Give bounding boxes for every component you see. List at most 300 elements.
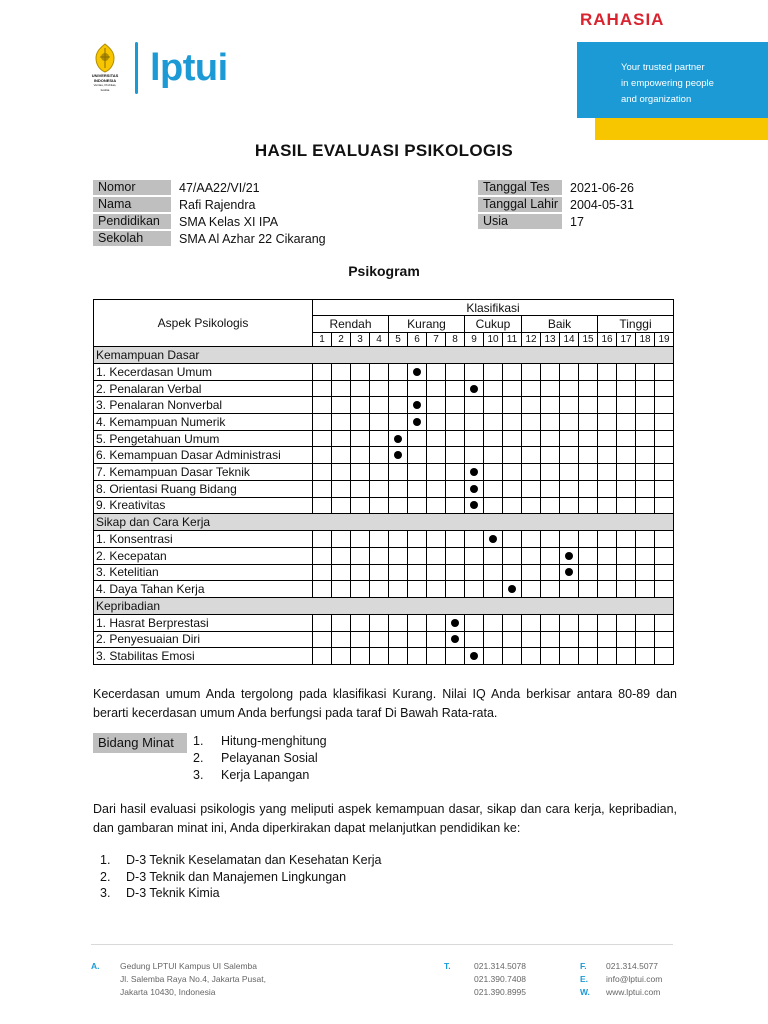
score-cell xyxy=(522,547,541,564)
tagline-line-1: Your trusted partner xyxy=(621,62,705,73)
group-header: Tinggi xyxy=(598,316,674,333)
score-cell xyxy=(598,447,617,464)
fax-key: F. xyxy=(580,961,587,971)
score-cell xyxy=(522,497,541,514)
phone-number: 021.390.8995 xyxy=(474,987,526,997)
score-cell xyxy=(560,631,579,648)
score-cell xyxy=(389,414,408,431)
score-cell xyxy=(636,464,655,481)
score-cell xyxy=(427,430,446,447)
score-cell xyxy=(484,480,503,497)
score-cell xyxy=(522,430,541,447)
score-cell xyxy=(560,397,579,414)
score-cell xyxy=(522,380,541,397)
score-cell xyxy=(446,364,465,381)
list-number: 2. xyxy=(193,751,204,765)
score-cell xyxy=(636,364,655,381)
score-cell xyxy=(598,614,617,631)
score-cell xyxy=(446,480,465,497)
table-row xyxy=(94,564,674,581)
table-row xyxy=(94,464,674,481)
address-key: A. xyxy=(91,961,100,971)
score-cell xyxy=(465,447,484,464)
score-cell xyxy=(313,631,332,648)
aspect-label: 4. Kemampuan Numerik xyxy=(94,414,313,431)
score-cell xyxy=(617,364,636,381)
score-cell xyxy=(579,531,598,548)
score-cell xyxy=(351,648,370,665)
score-cell xyxy=(484,547,503,564)
scale-number: 7 xyxy=(427,333,446,347)
bidang-minat-list xyxy=(193,733,327,784)
score-cell xyxy=(541,380,560,397)
score-cell xyxy=(484,648,503,665)
score-cell xyxy=(503,464,522,481)
score-cell xyxy=(332,447,351,464)
table-row xyxy=(94,648,674,665)
score-cell xyxy=(560,648,579,665)
score-cell xyxy=(332,430,351,447)
score-cell xyxy=(655,581,674,598)
score-cell xyxy=(579,497,598,514)
seal-text-2: INDONESIA xyxy=(93,77,117,83)
score-cell xyxy=(579,430,598,447)
score-cell xyxy=(503,430,522,447)
score-cell xyxy=(598,564,617,581)
aspect-label: 3. Stabilitas Emosi xyxy=(94,648,313,665)
score-cell xyxy=(332,581,351,598)
list-text: D-3 Teknik dan Manajemen Lingkungan xyxy=(126,869,347,884)
score-cell xyxy=(541,480,560,497)
score-cell xyxy=(560,531,579,548)
score-cell xyxy=(313,364,332,381)
list-item xyxy=(193,767,327,784)
aspect-label: 8. Orientasi Ruang Bidang xyxy=(94,480,313,497)
score-cell xyxy=(427,364,446,381)
score-cell xyxy=(465,430,484,447)
score-cell xyxy=(503,380,522,397)
score-cell xyxy=(484,464,503,481)
scale-number: 5 xyxy=(389,333,408,347)
tagline-line-2: in empowering people xyxy=(621,78,714,89)
email-key: E. xyxy=(580,974,589,984)
score-cell xyxy=(370,547,389,564)
score-cell xyxy=(579,397,598,414)
score-cell xyxy=(332,480,351,497)
identity-value: 2021-06-26 xyxy=(570,180,634,195)
score-cell xyxy=(560,614,579,631)
score-cell xyxy=(484,564,503,581)
score-cell xyxy=(389,464,408,481)
category-label: Kemampuan Dasar xyxy=(94,347,674,364)
score-cell xyxy=(579,631,598,648)
score-cell xyxy=(332,497,351,514)
scale-number: 13 xyxy=(541,333,560,347)
score-cell xyxy=(617,581,636,598)
score-cell xyxy=(560,414,579,431)
score-cell xyxy=(427,648,446,665)
score-cell xyxy=(522,447,541,464)
score-cell xyxy=(579,447,598,464)
score-cell xyxy=(465,397,484,414)
identity-row xyxy=(93,213,326,230)
score-cell xyxy=(541,430,560,447)
score-cell xyxy=(389,364,408,381)
score-cell xyxy=(617,614,636,631)
score-cell xyxy=(446,430,465,447)
score-cell xyxy=(446,648,465,665)
score-marker xyxy=(465,497,484,514)
identity-label: Tanggal Lahir xyxy=(478,197,562,212)
score-cell xyxy=(427,397,446,414)
score-cell xyxy=(389,648,408,665)
score-cell xyxy=(598,547,617,564)
group-header: Kurang xyxy=(389,316,465,333)
score-cell xyxy=(351,564,370,581)
score-cell xyxy=(522,581,541,598)
score-cell xyxy=(617,397,636,414)
score-cell xyxy=(655,447,674,464)
score-cell xyxy=(522,631,541,648)
score-cell xyxy=(598,380,617,397)
list-text: Pelayanan Sosial xyxy=(221,751,318,765)
score-cell xyxy=(541,564,560,581)
score-cell xyxy=(446,380,465,397)
psikogram-table xyxy=(93,299,674,665)
score-cell xyxy=(636,564,655,581)
score-cell xyxy=(313,614,332,631)
score-cell xyxy=(541,614,560,631)
score-cell xyxy=(598,497,617,514)
score-cell xyxy=(560,430,579,447)
scale-number: 14 xyxy=(560,333,579,347)
list-number: 1. xyxy=(100,853,111,867)
score-cell xyxy=(351,364,370,381)
score-cell xyxy=(408,480,427,497)
scale-number: 17 xyxy=(617,333,636,347)
aspect-label: 6. Kemampuan Dasar Administrasi xyxy=(94,447,313,464)
group-header: Baik xyxy=(522,316,598,333)
score-cell xyxy=(655,430,674,447)
scale-number: 1 xyxy=(313,333,332,347)
score-cell xyxy=(389,547,408,564)
score-cell xyxy=(598,631,617,648)
score-cell xyxy=(332,614,351,631)
category-row xyxy=(94,347,674,364)
score-cell xyxy=(636,447,655,464)
score-cell xyxy=(446,497,465,514)
aspect-label: 1. Kecerdasan Umum xyxy=(94,364,313,381)
list-number: 3. xyxy=(193,768,204,782)
score-cell xyxy=(446,447,465,464)
score-cell xyxy=(370,648,389,665)
score-cell xyxy=(370,464,389,481)
aspect-label: 3. Ketelitian xyxy=(94,564,313,581)
score-cell xyxy=(579,380,598,397)
score-cell xyxy=(351,631,370,648)
score-cell xyxy=(541,364,560,381)
page-title: HASIL EVALUASI PSIKOLOGIS xyxy=(254,141,514,160)
seal-text-3: Veritas, Probitas, Iustitia xyxy=(93,83,117,92)
score-cell xyxy=(313,531,332,548)
score-cell xyxy=(408,581,427,598)
score-cell xyxy=(655,397,674,414)
category-label: Sikap dan Cara Kerja xyxy=(94,514,674,531)
identity-value: Rafi Rajendra xyxy=(179,197,256,212)
score-cell xyxy=(389,397,408,414)
score-cell xyxy=(579,464,598,481)
brand-banner xyxy=(577,42,768,140)
score-cell xyxy=(370,397,389,414)
score-cell xyxy=(655,631,674,648)
table-row xyxy=(94,397,674,414)
brand-white-notch xyxy=(577,118,595,140)
table-row xyxy=(94,414,674,431)
score-cell xyxy=(484,414,503,431)
table-row xyxy=(94,531,674,548)
group-header: Rendah xyxy=(313,316,389,333)
score-cell xyxy=(617,648,636,665)
web-key: W. xyxy=(580,987,590,997)
score-cell xyxy=(351,531,370,548)
list-text: D-3 Teknik Keselamatan dan Kesehatan Kerja xyxy=(126,853,382,867)
score-cell xyxy=(522,531,541,548)
aspect-label: 1. Hasrat Berprestasi xyxy=(94,614,313,631)
score-cell xyxy=(389,531,408,548)
score-cell xyxy=(541,547,560,564)
score-cell xyxy=(522,480,541,497)
score-cell xyxy=(465,414,484,431)
score-cell xyxy=(427,480,446,497)
score-cell xyxy=(617,547,636,564)
score-cell xyxy=(427,547,446,564)
identity-row xyxy=(478,179,634,196)
table-row xyxy=(94,364,674,381)
scale-number: 12 xyxy=(522,333,541,347)
score-cell xyxy=(522,414,541,431)
score-cell xyxy=(522,614,541,631)
score-marker xyxy=(446,614,465,631)
score-cell xyxy=(332,464,351,481)
score-cell xyxy=(636,614,655,631)
score-cell xyxy=(636,397,655,414)
score-cell xyxy=(351,447,370,464)
score-cell xyxy=(370,497,389,514)
score-cell xyxy=(484,364,503,381)
score-cell xyxy=(332,397,351,414)
score-cell xyxy=(332,380,351,397)
score-cell xyxy=(351,414,370,431)
identity-right xyxy=(478,179,634,230)
score-cell xyxy=(408,631,427,648)
scale-number: 10 xyxy=(484,333,503,347)
aspect-label: 2. Penyesuaian Diri xyxy=(94,631,313,648)
university-seal xyxy=(91,43,119,93)
score-cell xyxy=(332,648,351,665)
score-cell xyxy=(579,364,598,381)
score-cell xyxy=(446,564,465,581)
score-cell xyxy=(408,447,427,464)
score-cell xyxy=(389,631,408,648)
score-marker xyxy=(408,414,427,431)
score-cell xyxy=(351,614,370,631)
score-cell xyxy=(579,414,598,431)
score-cell xyxy=(484,397,503,414)
score-cell xyxy=(351,430,370,447)
score-cell xyxy=(598,464,617,481)
score-cell xyxy=(617,531,636,548)
score-cell xyxy=(636,631,655,648)
category-label: Kepribadian xyxy=(94,597,674,614)
scale-number: 8 xyxy=(446,333,465,347)
score-cell xyxy=(313,430,332,447)
lptui-wordmark: lptui xyxy=(150,46,228,89)
score-cell xyxy=(351,480,370,497)
score-cell xyxy=(370,631,389,648)
fax-number: 021.314.5077 xyxy=(606,961,658,971)
bidang-minat-label: Bidang Minat xyxy=(93,733,187,753)
score-cell xyxy=(598,648,617,665)
score-cell xyxy=(503,531,522,548)
score-cell xyxy=(503,648,522,665)
confidential-label: RAHASIA xyxy=(580,10,665,29)
identity-row xyxy=(93,230,326,247)
score-cell xyxy=(446,414,465,431)
table-row xyxy=(94,631,674,648)
footer-phone xyxy=(444,960,526,999)
identity-label: Pendidikan xyxy=(93,214,171,229)
score-cell xyxy=(503,414,522,431)
score-cell xyxy=(313,480,332,497)
table-row xyxy=(94,581,674,598)
score-cell xyxy=(655,464,674,481)
score-cell xyxy=(636,430,655,447)
score-cell xyxy=(351,547,370,564)
score-cell xyxy=(598,581,617,598)
scale-number: 19 xyxy=(655,333,674,347)
score-cell xyxy=(389,614,408,631)
score-cell xyxy=(427,581,446,598)
score-cell xyxy=(484,581,503,598)
score-cell xyxy=(465,564,484,581)
score-cell xyxy=(579,614,598,631)
address-line: Gedung LPTUI Kampus UI Salemba xyxy=(120,961,258,971)
score-cell xyxy=(332,547,351,564)
score-cell xyxy=(313,414,332,431)
email-link[interactable]: info@lptui.com xyxy=(606,974,663,984)
score-marker xyxy=(446,631,465,648)
score-marker xyxy=(465,464,484,481)
score-cell xyxy=(484,614,503,631)
footer-divider xyxy=(91,944,673,945)
score-cell xyxy=(636,531,655,548)
logo xyxy=(91,42,228,94)
score-cell xyxy=(389,380,408,397)
website-link[interactable]: www.lptui.com xyxy=(606,987,661,997)
aspect-label: 2. Kecepatan xyxy=(94,547,313,564)
score-cell xyxy=(655,648,674,665)
list-item xyxy=(193,733,327,750)
score-cell xyxy=(332,364,351,381)
score-cell xyxy=(579,547,598,564)
score-cell xyxy=(332,531,351,548)
seal-text-1: UNIVERSITAS xyxy=(91,73,119,78)
score-cell xyxy=(522,397,541,414)
score-cell xyxy=(655,614,674,631)
aspect-label: 2. Penalaran Verbal xyxy=(94,380,313,397)
list-text: Kerja Lapangan xyxy=(221,768,310,782)
scale-number: 9 xyxy=(465,333,484,347)
table-row xyxy=(94,447,674,464)
score-cell xyxy=(522,564,541,581)
score-cell xyxy=(560,480,579,497)
aspect-label: 1. Konsentrasi xyxy=(94,531,313,548)
footer-address xyxy=(91,960,266,999)
score-cell xyxy=(541,464,560,481)
score-cell xyxy=(427,531,446,548)
address-line: Jl. Salemba Raya No.4, Jakarta Pusat, xyxy=(120,974,266,984)
list-item xyxy=(100,885,381,902)
score-cell xyxy=(503,564,522,581)
score-cell xyxy=(655,497,674,514)
score-cell xyxy=(522,648,541,665)
score-cell xyxy=(446,464,465,481)
score-cell xyxy=(522,464,541,481)
score-cell xyxy=(370,447,389,464)
phone-key: T. xyxy=(444,961,451,971)
score-cell xyxy=(484,631,503,648)
program-list xyxy=(100,852,381,902)
makara-icon xyxy=(92,43,118,73)
score-cell xyxy=(313,547,332,564)
score-marker xyxy=(484,531,503,548)
identity-row xyxy=(93,196,326,213)
identity-value: SMA Al Azhar 22 Cikarang xyxy=(179,231,326,246)
psikogram-title: Psikogram xyxy=(348,263,420,279)
scale-number: 2 xyxy=(332,333,351,347)
score-cell xyxy=(522,364,541,381)
identity-value: 47/AA22/VI/21 xyxy=(179,180,260,195)
score-cell xyxy=(313,464,332,481)
score-cell xyxy=(503,364,522,381)
score-cell xyxy=(560,581,579,598)
score-cell xyxy=(427,414,446,431)
score-cell xyxy=(313,564,332,581)
score-cell xyxy=(617,464,636,481)
score-cell xyxy=(427,497,446,514)
score-cell xyxy=(503,547,522,564)
score-marker xyxy=(389,430,408,447)
table-row xyxy=(94,547,674,564)
scale-number: 11 xyxy=(503,333,522,347)
brand-tagline xyxy=(621,60,714,108)
score-cell xyxy=(313,397,332,414)
score-cell xyxy=(655,531,674,548)
score-cell xyxy=(408,531,427,548)
score-cell xyxy=(503,447,522,464)
score-cell xyxy=(370,614,389,631)
score-marker xyxy=(465,380,484,397)
score-cell xyxy=(541,447,560,464)
score-cell xyxy=(598,364,617,381)
score-cell xyxy=(617,414,636,431)
score-cell xyxy=(560,364,579,381)
score-cell xyxy=(370,531,389,548)
address-line: Jakarta 10430, Indonesia xyxy=(120,987,216,997)
identity-label: Nama xyxy=(93,197,171,212)
score-cell xyxy=(560,464,579,481)
score-cell xyxy=(465,631,484,648)
